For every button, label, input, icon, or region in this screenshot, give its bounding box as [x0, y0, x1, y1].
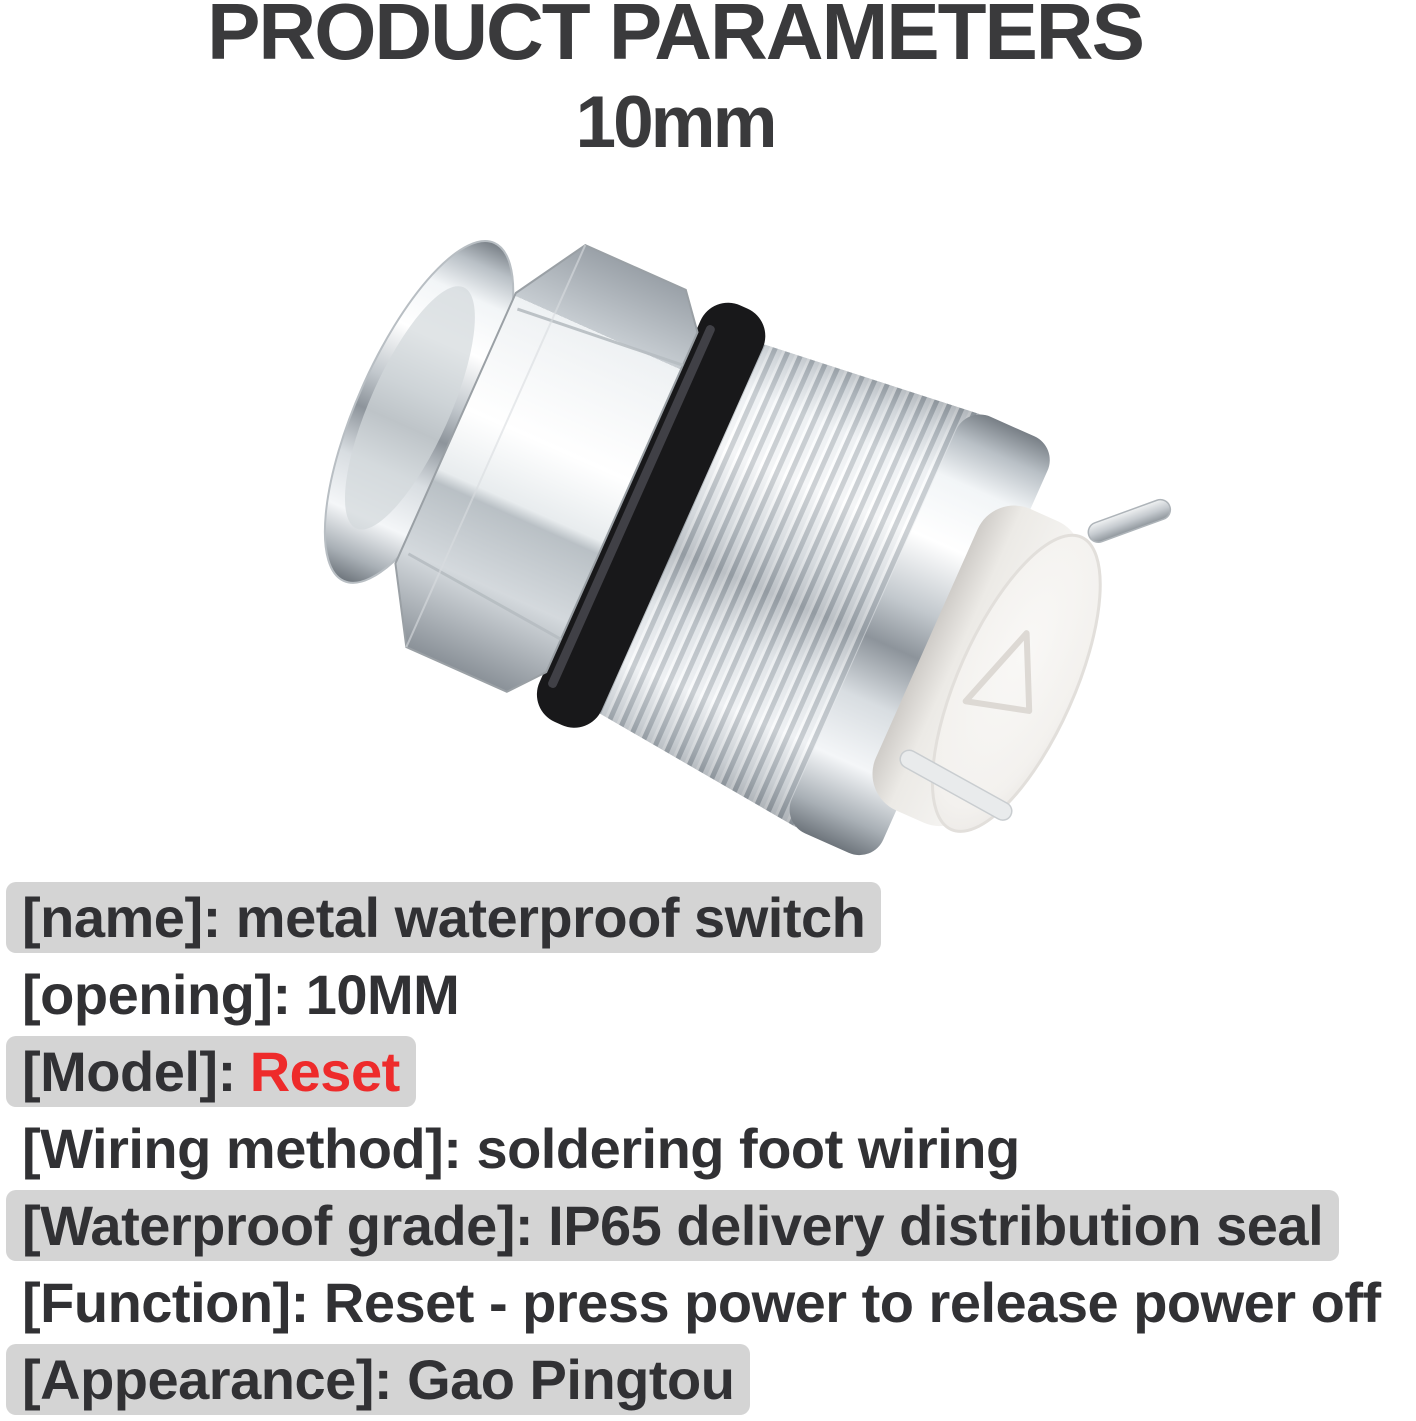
spec-text [6, 1036, 416, 1107]
spec-text: [opening]: 10MM [22, 963, 460, 1026]
spec-text: [Appearance]: Gao Pingtou [6, 1344, 750, 1415]
page-subtitle: 10mm [575, 82, 775, 163]
spec-row-name [6, 882, 1416, 953]
spec-row-opening [6, 959, 1416, 1030]
spec-row-model [6, 1036, 1416, 1107]
spec-value-reset: Reset [249, 1040, 400, 1103]
spec-row-appearance [6, 1344, 1416, 1415]
spec-text: [Wiring method]: soldering foot wiring [22, 1117, 1020, 1180]
product-photo [250, 180, 1200, 880]
spec-label: [Model]: [22, 1040, 236, 1103]
page-title: PRODUCT PARAMETERS [207, 0, 1143, 76]
spec-text: [name]: metal waterproof switch [6, 882, 881, 953]
solder-pin-top [1085, 497, 1173, 545]
spec-list [6, 882, 1416, 1421]
spec-row-function [6, 1267, 1416, 1338]
spec-text: [Function]: Reset - press power to release power off [22, 1271, 1381, 1334]
spec-row-waterproof [6, 1190, 1416, 1261]
spec-row-wiring [6, 1113, 1416, 1184]
spec-text: [Waterproof grade]: IP65 delivery distribution seal [6, 1190, 1339, 1261]
